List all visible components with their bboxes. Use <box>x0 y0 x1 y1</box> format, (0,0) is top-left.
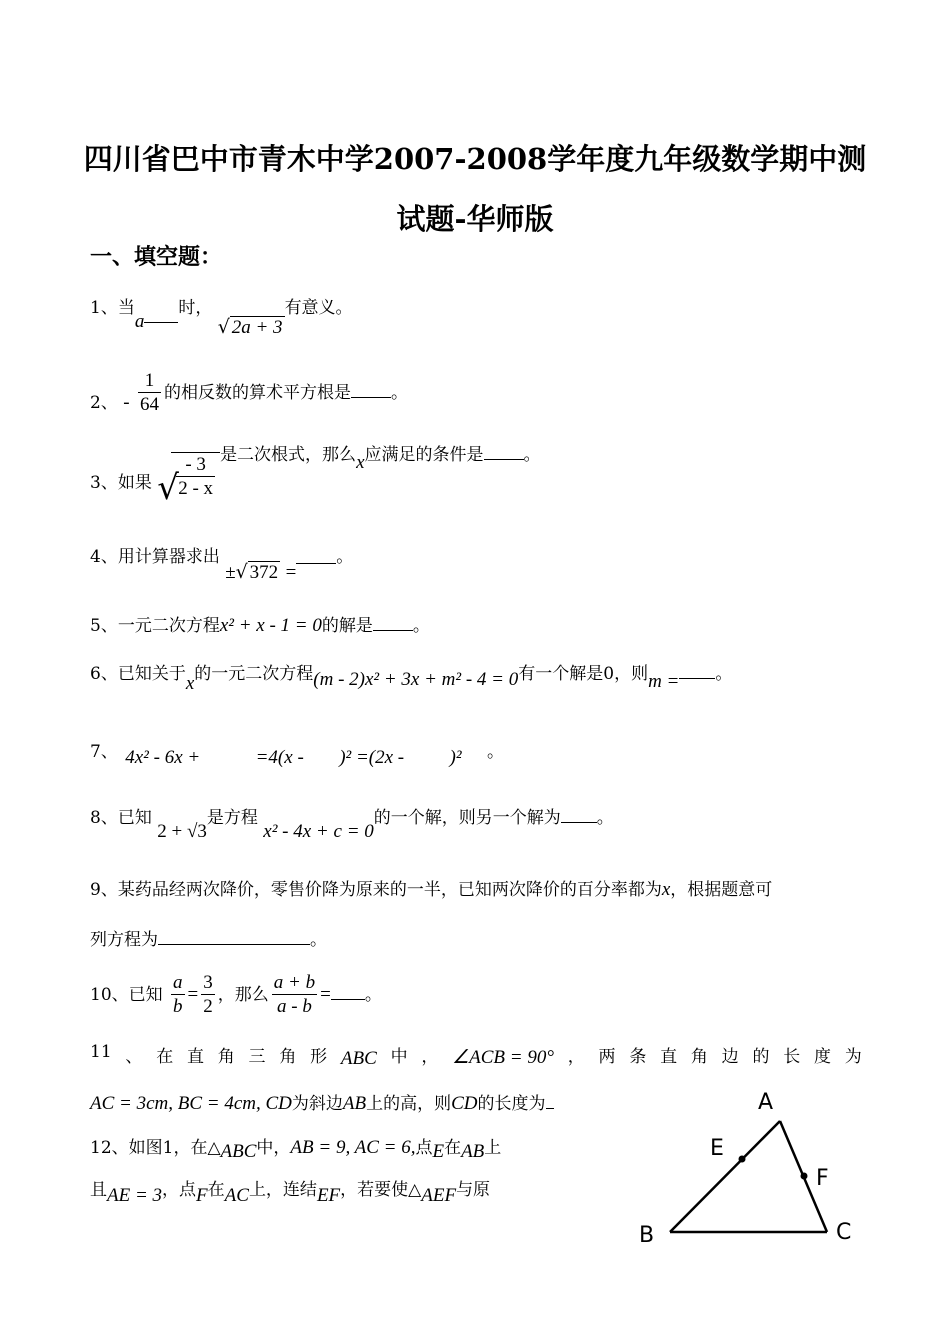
question-8: 8、已知 2 + √3是方程 x² - 4x + c = 0的一个解，则另一个解为 。 <box>90 808 614 842</box>
sqrt-expression: √ 372 <box>235 561 279 583</box>
fraction: $\frac{a}{b}$ <box>173 972 183 1017</box>
question-11: 11 、 在 直 角 三 角 形 ABC 中 ， ∠ACB = 90° ， 两 条 直 角 边 的 长 度 为 <box>90 1042 862 1069</box>
question-7: 7、 4x² - 6x + =4(x - )² =(2x - )² 。 <box>90 742 504 768</box>
fraction: $\frac{1}{64}$ <box>139 370 159 415</box>
question-10: 10、已知 $\frac{a}{b}$ = $\frac{3}{2}$ ，那么 $\frac{a + b}{a - b}$ = 。 <box>90 972 382 1017</box>
question-1: 1、当a时， √ 2a + 3有意义。 <box>90 298 353 338</box>
question-2: 2、 - $\frac{1}{64}$ 的相反数的算术平方根是 。 <box>90 370 408 415</box>
point-f <box>801 1173 808 1180</box>
label-f: F <box>816 1166 829 1191</box>
answer-blank <box>158 930 310 945</box>
page-title-line2: 试题-华师版 <box>396 202 554 236</box>
question-11-line2: AC = 3cm, BC = 4cm, CD为斜边AB上的高，则CD的长度为 <box>90 1094 554 1113</box>
answer-blank <box>484 445 524 460</box>
fraction: $\frac{a + b}{a - b}$ <box>273 972 316 1017</box>
question-9: 9、某药品经两次降价，零售价降为原来的一半，已知两次降价的百分率都为x，根据题意可 <box>90 879 773 900</box>
label-e: E <box>710 1136 724 1161</box>
answer-blank <box>546 1094 554 1109</box>
answer-blank <box>331 985 365 1000</box>
answer-blank <box>296 549 336 564</box>
question-3: 3、如果 √ $\frac{- 3}{2 - x}$ 是二次根式，那么x应满足的条件是 。 <box>90 445 541 508</box>
sqrt-expression: √ $\frac{- 3}{2 - x}$ <box>157 452 220 501</box>
label-a: A <box>758 1090 774 1115</box>
page-title-line1: 四川省巴中市青木中学2007-2008学年度九年级数学期中测 <box>83 142 867 176</box>
label-c: C <box>836 1220 852 1245</box>
answer-blank <box>679 664 715 679</box>
label-b: B <box>639 1223 655 1248</box>
question-12: 12、如图1，在△ABC中，AB = 9, AC = 6,点E在AB上 <box>90 1137 502 1162</box>
point-e <box>739 1156 746 1163</box>
section-heading: 一、填空题： <box>90 244 223 270</box>
question-6: 6、已知关于x的一元二次方程(m - 2)x² + 3x + m² - 4 = 0有一个解是0，则m = 。 <box>90 664 733 694</box>
question-4: 4、用计算器求出 ± √ 372 =。 <box>90 547 354 583</box>
question-5: 5、一元二次方程x² + x - 1 = 0的解是 。 <box>90 615 430 636</box>
triangle-figure <box>630 1085 860 1250</box>
fraction: $\frac{3}{2}$ <box>203 972 213 1017</box>
sqrt-expression: √ 2a + 3 <box>217 316 283 338</box>
question-9-line2: 列方程为 。 <box>90 930 327 950</box>
answer-blank <box>561 808 597 823</box>
answer-blank <box>144 308 178 323</box>
answer-blank <box>373 616 413 631</box>
answer-blank <box>351 383 391 398</box>
question-12-line2: 且AE = 3，点F在AC上，连结EF，若要使△AEF与原 <box>90 1180 491 1206</box>
side-ab <box>670 1121 780 1232</box>
